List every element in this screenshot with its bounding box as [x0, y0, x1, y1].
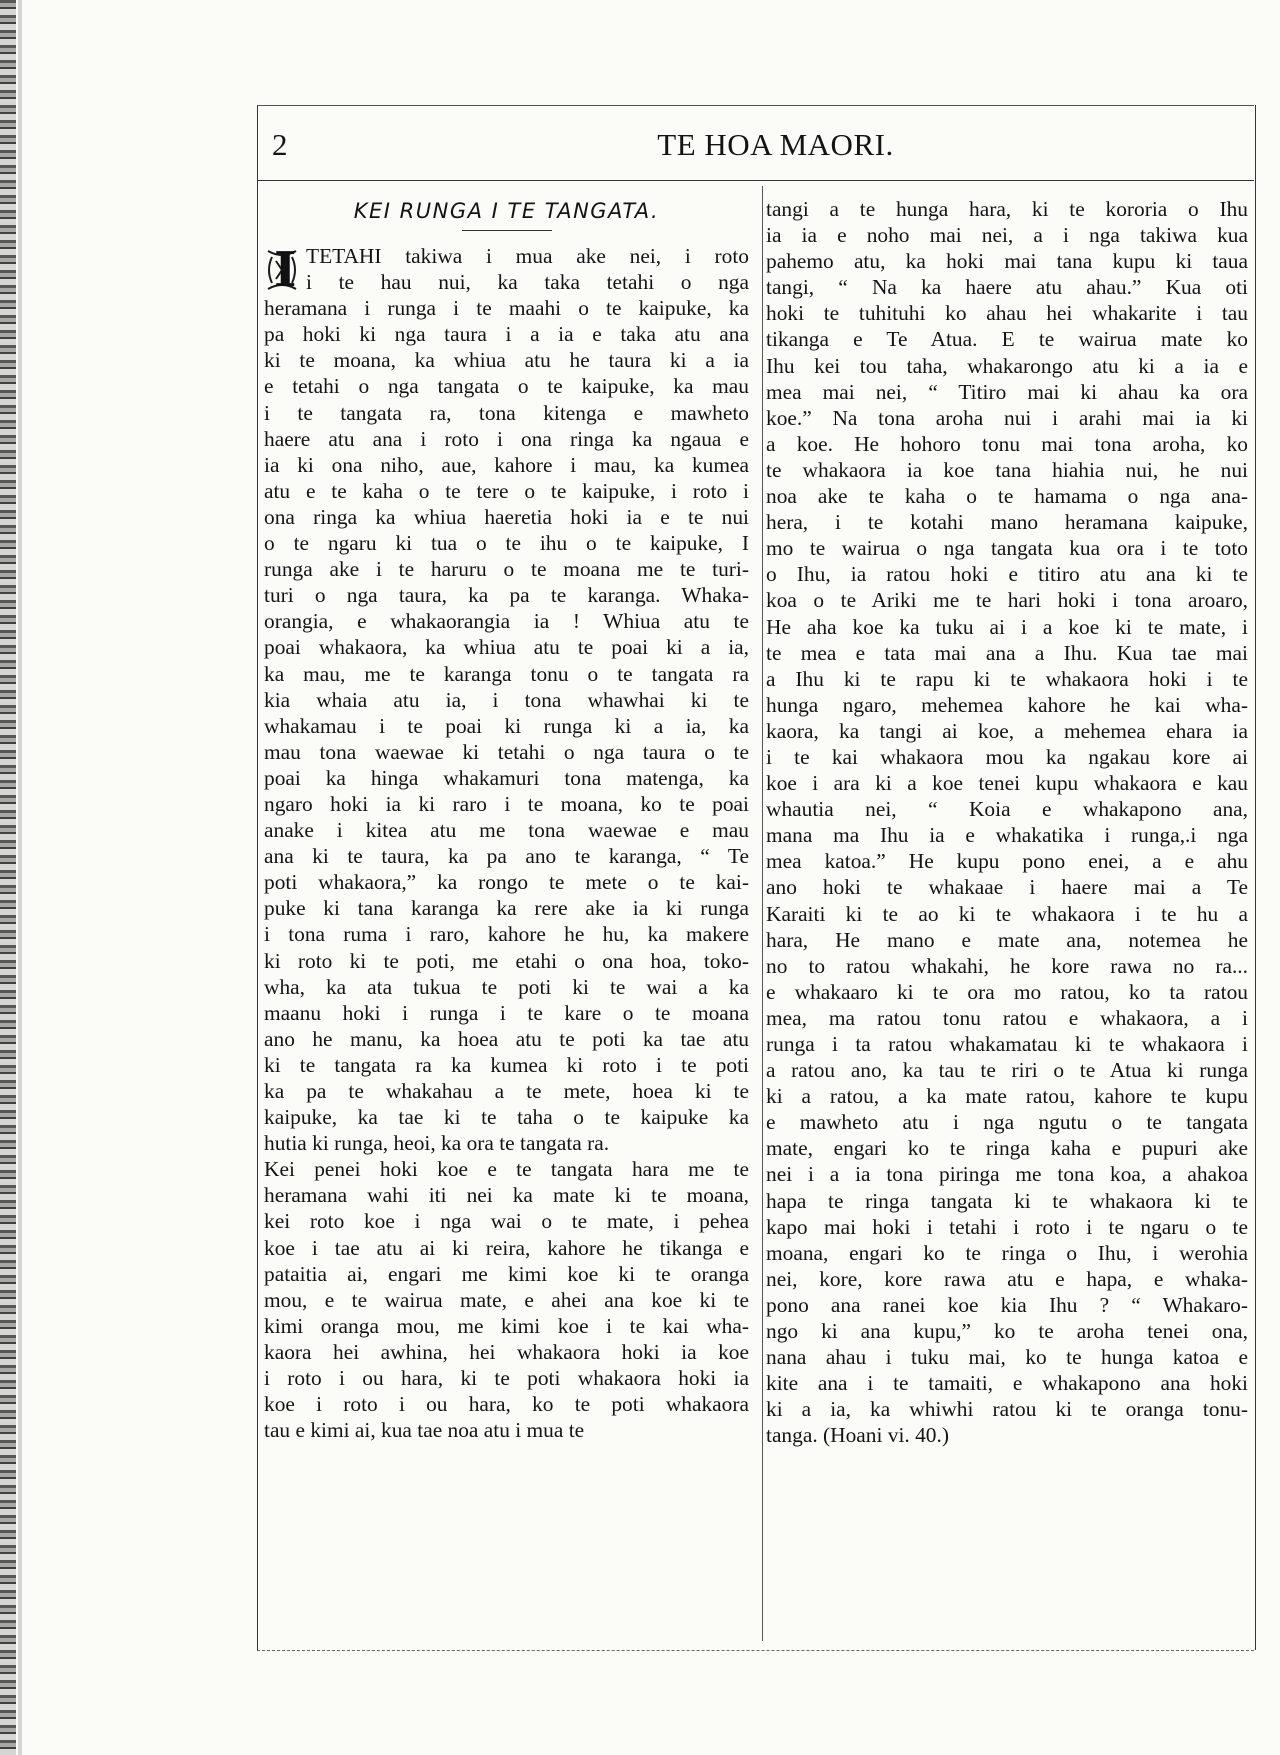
text-line: whautia nei, “ Koia e whakapono ana, [766, 797, 1248, 822]
page-bottom-rule [257, 1650, 1254, 1651]
text-line: runga ake i te haruru o te moana me te turi- [264, 557, 749, 582]
text-line: atu e te kaha o te tere o te kaipuke, i roto i [264, 478, 749, 503]
text-line: e mawheto atu i nga ngutu o te tangata [766, 1110, 1248, 1135]
text-line: koe i tae atu ai ki reira, kahore he tikanga e [264, 1235, 749, 1260]
left-column-text [264, 243, 749, 1443]
text-line: maanu hoki i runga i te kare o te moana [264, 1000, 749, 1025]
text-line: pono ana ranei koe kia Ihu ? “ Whakaro- [766, 1292, 1248, 1317]
text-line: i te hau nui, ka taka tetahi o nga [306, 270, 749, 295]
left-column [264, 196, 749, 1443]
text-line: ki roto ki te poti, me etahi o ona hoa, toko- [264, 948, 749, 973]
text-line: ki a ratou, a ka mate ratou, kahore te kupu [766, 1084, 1248, 1109]
text-line: tau e kimi ai, kua tae noa atu i mua te [264, 1418, 585, 1443]
text-line: pataitia ai, engari me kimi koe ki te oranga [264, 1261, 749, 1286]
text-line: mea mai nei, “ Titiro mai ki ahau ka ora [766, 379, 1248, 404]
text-line: poai whakaora, ka whiua atu te poai ki a ia, [264, 635, 749, 660]
text-line: i te kai whakaora mou ka ngakau kore ai [766, 744, 1248, 769]
text-line: ki a ia, ka whiwhi ratou ki te oranga tonu- [766, 1397, 1248, 1422]
text-line: Karaiti ki te ao ki te whakaora i te hu a [766, 901, 1248, 926]
page-number: 2 [272, 127, 288, 162]
text-line: kaipuke, ka tae ki te taha o te kaipuke ka [264, 1105, 749, 1130]
text-line: ano he manu, ka hoea atu te poti ka tae atu [264, 1026, 749, 1051]
text-line: wha, ka ata tukua te poti ki te wai a ka [264, 974, 749, 999]
text-line: i roto i ou hara, ki te poti whakaora hoki ia [264, 1366, 749, 1391]
header-rule [257, 180, 1254, 181]
text-line: hera, i te kotahi mano heramana kaipuke, [766, 510, 1248, 535]
drop-cap-letter: I [274, 242, 297, 298]
text-line: haere atu ana i roto i ona ringa ka ngaua e [264, 426, 749, 451]
text-line: kaora, ka tangi ai koe, a mehemea ehara ia [766, 718, 1248, 743]
book-binding-edge [0, 0, 16, 1755]
text-line: ki te moana, ka whiua atu he taura ki a ia [264, 348, 749, 373]
text-line: pa hoki ki nga taura i a ia e taka atu ana [264, 322, 749, 347]
text-line: TETAHI takiwa i mua ake nei, i roto [306, 244, 749, 268]
text-line: koe i ara ki a koe tenei kupu whakaora e kau [766, 771, 1248, 796]
text-line: whakamau i te poai ki runga ki a ia, ka [264, 713, 749, 738]
text-line: tangi, “ Na ka haere atu ahau.” Kua oti [766, 275, 1248, 300]
drop-cap [264, 242, 300, 298]
text-line: ana ki te taura, ka pa ano te karanga, “ Te [264, 844, 749, 869]
text-line: noa ake te kaha o te hamama o nga ana- [766, 484, 1248, 509]
page-header [257, 124, 1254, 170]
text-line: hunga ngaro, mehemea kahore he kai wha- [766, 692, 1248, 717]
title-rule [462, 230, 552, 231]
text-line: mea, ma ratou tonu ratou e whakaora, a i [766, 1005, 1248, 1030]
text-line: heramana wahi iti nei ka mate ki te moana, [264, 1183, 749, 1208]
text-line: e whakaaro ki te ora mo ratou, ko ta ratou [766, 979, 1248, 1004]
text-line: Kei penei hoki koe e te tangata hara me te [264, 1157, 749, 1182]
text-line: ona ringa ka whiua haeretia hoki ia e te nui [264, 504, 749, 529]
text-line: kia whaia atu ia, i tona whawhai ki te [264, 687, 749, 712]
article-title: KEI RUNGA I TE TANGATA. [353, 199, 660, 223]
text-line: mate, engari ko te ringa kaha e pupuri ake [766, 1136, 1248, 1161]
text-line: mea katoa.” He kupu pono enei, a e ahu [766, 849, 1248, 874]
text-line: ano hoki te whakaae i haere mai a Te [766, 875, 1248, 900]
text-line: kei roto koe i nga wai o te mate, i pehea [264, 1209, 749, 1234]
text-line: kaora hei awhina, hei whakaora hoki ia koe [264, 1339, 749, 1364]
text-line: ka mau, me te karanga tonu o te tangata ra [264, 661, 749, 686]
text-line: anake i kitea atu me tona waewae e mau [264, 818, 749, 843]
running-title: TE HOA MAORI. [657, 127, 894, 162]
text-line: ngo ki ana kupu,” ko te aroha tenei ona, [766, 1319, 1248, 1344]
text-line: no to ratou whakahi, he kore rawa no ra... [766, 953, 1248, 978]
text-line: koe.” Na tona aroha nui i arahi mai ia ki [766, 405, 1248, 430]
text-line: koe i roto i ou hara, ko te poti whakaora [264, 1392, 749, 1417]
text-line: nana ahau i tuku mai, ko te hunga katoa e [766, 1345, 1248, 1370]
text-line: mou, e te wairua mate, e ahei ana koe ki te [264, 1287, 749, 1312]
text-line: ki te tangata ra ka kumea ki roto i te poti [264, 1052, 749, 1077]
text-line: e tetahi o nga tangata o te kaipuke, ka mau [264, 374, 749, 399]
text-line: o te ngaru ki tua o te ihu o te kaipuke, I [264, 531, 749, 556]
text-line: a ratou ano, ka tau te riri o te Atua ki runga [766, 1058, 1248, 1083]
text-line: i te tangata ra, tona kitenga e mawheto [264, 400, 749, 425]
text-line: orangia, e whakaorangia ia ! Whiua atu te [264, 609, 749, 634]
text-line: ka pa te whakahau a te mete, hoea ki te [264, 1079, 749, 1103]
text-line: koa o te Ariki me te hari hoki i tona aroaro, [766, 588, 1248, 613]
text-line: kimi oranga mou, me kimi koe i te kai wha- [264, 1313, 749, 1338]
text-line: nei, kore, kore rawa atu e hapa, e whaka- [766, 1266, 1248, 1291]
text-line: puke ki tana karanga ka rere ake ia ki runga [264, 896, 749, 921]
text-line: mana ma Ihu ia e whakatika i runga,.i nga [766, 823, 1248, 848]
text-line: poti whakaora,” ka rongo te mete o te kai- [264, 870, 749, 895]
text-line: tikanga e Te Atua. E te wairua mate ko [766, 327, 1248, 352]
text-line: kapo mai hoki i tetahi i roto i te ngaru o te [766, 1214, 1248, 1239]
text-line: poai ka hinga whakamuri tona matenga, ka [264, 765, 749, 790]
text-line: ia ia e noho mai nei, a i nga takiwa kua [766, 223, 1248, 248]
text-line: hoki te tuhituhi ko ahau hei whakarite i tau [766, 301, 1248, 326]
text-line: hutia ki runga, heoi, ka ora te tangata ra. [264, 1131, 610, 1156]
text-line: a Ihu ki te rapu ki te whakaora hoki i te [766, 666, 1248, 691]
text-line: pahemo atu, ka hoki mai tana kupu ki taua [766, 249, 1248, 274]
text-line: turi o nga taura, ka pa te karanga. Whaka- [264, 583, 749, 608]
right-column [766, 196, 1248, 1449]
text-line: heramana i runga i te maahi o te kaipuke, ka [264, 296, 749, 321]
text-line: mau tona waewae ki tetahi o nga taura o te [264, 739, 749, 764]
text-line: i tona ruma i raro, kahore he hu, ka makere [264, 922, 749, 947]
text-line: nei i a ia tona piringa me tona koa, a ahakoa [766, 1162, 1248, 1187]
page-top-rule [257, 105, 1254, 106]
text-line: ngaro hoki ia ki raro i te moana, ko te poai [264, 791, 749, 816]
text-line: Ihu kei tou taha, whakarongo atu ki a ia e [766, 353, 1248, 378]
text-line: ia ki ona niho, aue, kahore i mau, ka kumea [264, 452, 749, 477]
text-line: moana, engari ko te ringa o Ihu, i werohia [766, 1240, 1248, 1265]
text-line: runga i ta ratou whakamatau ki te whakaora i [766, 1032, 1248, 1056]
text-line: o Ihu, ia ratou hoki e titiro atu ana ki te [766, 562, 1248, 587]
right-column-text [766, 196, 1248, 1449]
text-line: hara, He mano e mate ana, notemea he [766, 927, 1248, 952]
book-binding-shadow [18, 0, 22, 1755]
column-divider [762, 186, 763, 1641]
text-line: te mea e tata mai ana a Ihu. Kua tae mai [766, 640, 1248, 665]
text-line: kite ana i te tamaiti, e whakapono ana hoki [766, 1371, 1248, 1396]
text-line: tanga. (Hoani vi. 40.) [766, 1423, 949, 1448]
text-line: mo te wairua o nga tangata kua ora i te toto [766, 536, 1248, 561]
text-line: He aha koe ka tuku ai i a koe ki te mate, i [766, 614, 1248, 639]
text-line: a koe. He hohoro tonu mai tona aroha, ko [766, 431, 1248, 456]
text-line: te whakaora ia koe tana hiahia nui, he nui [766, 457, 1248, 482]
text-line: tangi a te hunga hara, ki te kororia o Ihu [766, 197, 1248, 221]
text-line: hapa te ringa tangata ki te whakaora ki te [766, 1188, 1248, 1213]
